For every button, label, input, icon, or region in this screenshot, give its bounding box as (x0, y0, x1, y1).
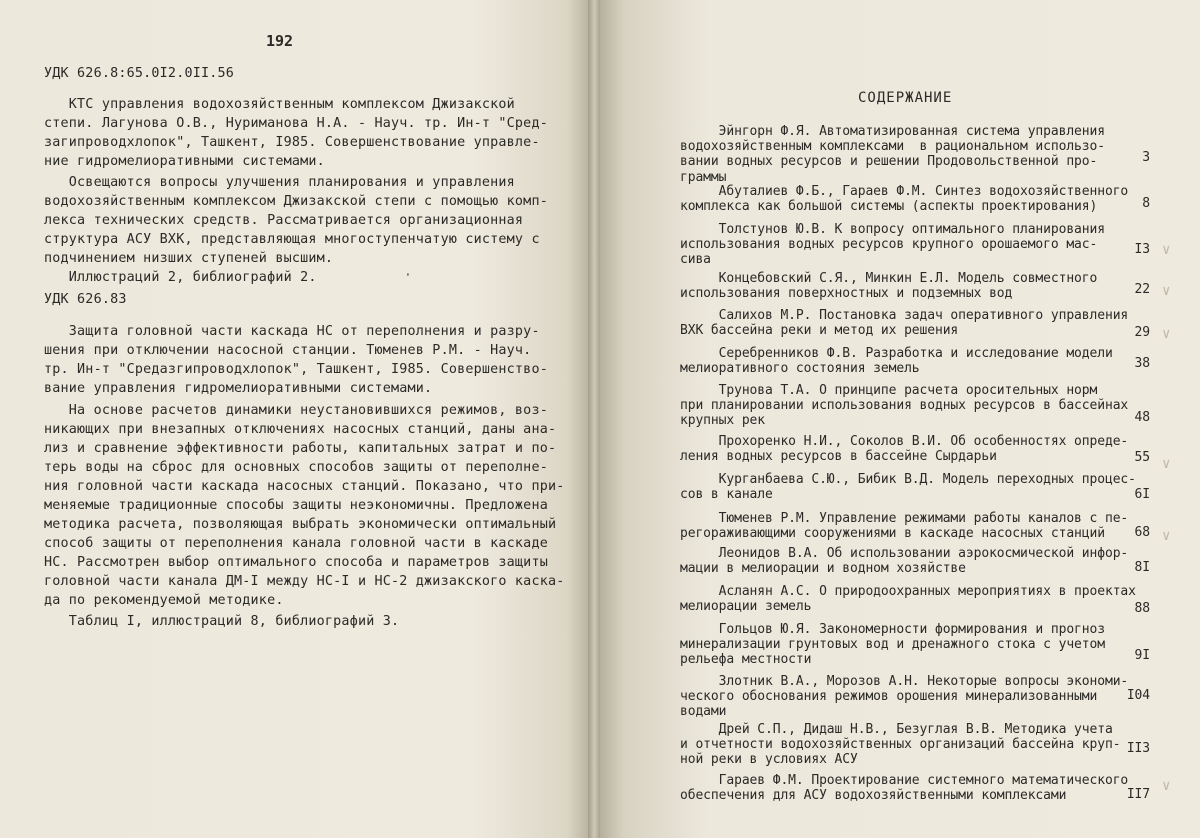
abstract-2-line: да по рекомендуемой методике. (44, 593, 284, 608)
toc-entry-text: Трунова Т.А. О принципе расчета оросительных норм (680, 383, 1098, 398)
abstract-1-line: Освещаются вопросы улучшения планирования и управления (44, 175, 515, 190)
abstract-2-line: тр. Ин-т "Средазгипроводхлопок", Ташкент, I985. Совершенство- (44, 362, 548, 377)
toc-page-number: 3 (1142, 150, 1150, 165)
toc-entry-text: мелиоративного состояния земель (680, 361, 920, 377)
toc-page-number: 9I (1134, 648, 1150, 663)
toc-entry-text: Злотник В.А., Морозов А.Н. Некоторые вопросы экономи- (680, 674, 1129, 689)
abstract-2-line: способ защиты от переполнения канала головной части в каскаде (44, 536, 548, 551)
toc-entry-text: водохозяйственным комплексами в рациональном использо- (680, 139, 1105, 155)
toc-entry-text: ной реки в условиях АСУ (680, 752, 858, 768)
toc-entry-text: Тюменев Р.М. Управление режимами работы каналов с пе- (680, 511, 1129, 526)
toc-entry-text: Леонидов В.А. Об использовании аэрокосмической инфор- (680, 546, 1129, 561)
toc-page-number: 55 (1134, 450, 1150, 465)
abstract-2-line: НС. Рассмотрен выбор оптимального способа и параметров защиты (44, 555, 548, 570)
toc-entry-text: Прохоренко Н.И., Соколов В.И. Об особенностях опреде- (680, 434, 1129, 449)
toc-entry-text: регораживающими сооружениями в каскаде насосных станций (680, 526, 1105, 542)
pencil-check-icon: ∨ (1162, 283, 1171, 299)
toc-entry (680, 622, 1150, 668)
abstract-2-line: На основе расчетов динамики неустановившихся режимов, воз- (44, 403, 548, 418)
toc-entry-text: сива (680, 252, 711, 268)
toc-page-number: 29 (1134, 325, 1150, 340)
toc-page-number: 8I (1134, 560, 1150, 575)
toc-entry-text: и отчетности водохозяйственных организаций бассейна круп- (680, 737, 1121, 753)
toc-entry-text: рельефа местности (680, 652, 812, 668)
pencil-check-icon: ∨ (1162, 528, 1171, 544)
abstract-1-line: подчинением низших ступеней высшим. (44, 251, 334, 266)
toc-page-number: 8 (1142, 196, 1150, 211)
toc-page-number: I3 (1134, 242, 1150, 257)
abstract-2-line: Защита головной части каскада НС от переполнения и разру- (44, 324, 540, 339)
toc-entry (680, 472, 1150, 502)
toc-entry-text: водами (680, 704, 727, 720)
toc-entry (680, 674, 1150, 720)
pencil-check-icon: ∨ (1162, 242, 1171, 258)
toc-entry-text: крупных рек (680, 413, 765, 429)
toc-entry (680, 434, 1150, 464)
abstract-2-line: лиз и сравнение эффективности работы, капитальных затрат и по- (44, 441, 557, 456)
abstract-1-line: водохозяйственным комплексом Джизакской степи с помощью комп- (44, 194, 548, 209)
toc-page-number: 38 (1134, 356, 1150, 371)
abstract-2-line: Таблиц I, иллюстраций 8, библиографий 3. (44, 614, 400, 629)
abstract-2-line: никающих при внезапных отключениях насосных станций, даны ана- (44, 422, 557, 437)
toc-entry (680, 222, 1150, 268)
toc-entry-text: Салихов М.Р. Постановка задач оперативного управления (680, 308, 1129, 323)
abstract-2-line: ния головной части каскада насосных станций. Показано, что при- (44, 479, 565, 494)
toc-entry (680, 511, 1150, 541)
toc-entry-text: граммы (680, 169, 727, 185)
toc-entry-text: Асланян А.С. О природоохранных мероприятиях в проектах (680, 584, 1136, 599)
abstract-1-line: лекса технических средств. Рассматривается организационная (44, 213, 524, 228)
toc-entry-text: при планировании использования водных ресурсов в бассейнах (680, 398, 1129, 414)
udk-code-2: УДК 626.83 (44, 292, 127, 307)
toc-page-number: 6I (1134, 487, 1150, 502)
abstract-1-line: ние гидромелиоративными системами. (44, 154, 325, 169)
toc-entry-text: Толстунов Ю.В. К вопросу оптимального планирования (680, 222, 1105, 237)
toc-entry (680, 308, 1150, 338)
toc-entry-text: мации в мелиорации и водном хозяйстве (680, 561, 966, 577)
toc-entry (680, 546, 1150, 576)
toc-entry-text: Абуталиев Ф.Б., Гараев Ф.М. Синтез водохозяйственного (680, 184, 1129, 199)
toc-entry (680, 383, 1150, 429)
pencil-check-icon: ∨ (1162, 778, 1171, 794)
abstract-2-line: вание управления гидромелиоративными системами. (44, 381, 433, 396)
toc-entry-text: Курганбаева С.Ю., Бибик В.Д. Модель переходных процес- (680, 472, 1136, 487)
abstract-2-line: методика расчета, позволяющая выбрать экономически оптимальный (44, 517, 557, 532)
toc-entry (680, 271, 1150, 301)
toc-entry-text: Гараев Ф.М. Проектирование системного математического (680, 773, 1129, 788)
right-page (600, 0, 1200, 838)
udk-code-1: УДК 626.8:65.0I2.0II.56 (44, 66, 235, 81)
abstract-1-line: загипроводхлопок", Ташкент, I985. Совершенствование управле- (44, 135, 540, 150)
toc-entry-text: Эйнгорн Ф.Я. Автоматизированная система управления (680, 124, 1105, 139)
toc-page-number: 22 (1134, 282, 1150, 297)
toc-entry-text: Гольцов Ю.Я. Закономерности формирования и прогноз (680, 622, 1105, 637)
toc-page-number: I04 (1126, 688, 1150, 703)
pencil-check-icon: ∨ (1162, 456, 1171, 472)
toc-entry-text: использования поверхностных и подземных вод (680, 286, 1013, 302)
toc-entry (680, 773, 1150, 803)
abstract-2-line: терь воды на сброс для основных способов защиты от переполне- (44, 460, 548, 475)
toc-entry-text: мелиорации земель (680, 599, 812, 615)
toc-entry-text: минерализации грунтовых вод и дренажного стока с учетом (680, 637, 1105, 653)
toc-entry (680, 124, 1150, 185)
left-page (0, 0, 590, 838)
pencil-check-icon: ∨ (1162, 326, 1171, 342)
toc-entry (680, 722, 1150, 768)
toc-entry-text: Серебренников Ф.В. Разработка и исследование модели (680, 346, 1113, 361)
abstract-1-line: структура АСУ ВХК, представляющая многоступенчатую систему с (44, 232, 540, 247)
toc-entry-text: ления водных ресурсов в бассейне Сырдарьи (680, 449, 997, 465)
toc-page-number: 68 (1134, 525, 1150, 540)
toc-entry (680, 184, 1150, 214)
toc-entry (680, 584, 1150, 614)
abstract-2-line: шения при отключении насосной станции. Тюменев Р.М. - Науч. (44, 343, 532, 358)
toc-entry-text: вании водных ресурсов и решении Продовольственной про- (680, 154, 1098, 170)
abstract-2-line: головной части канала ДМ-I между НС-I и НС-2 джизакского каска- (44, 574, 565, 589)
toc-entry-text: ВХК бассейна реки и метод их решения (680, 323, 959, 339)
toc-entry-text: обеспечения для АСУ водохозяйственными комплексами (680, 788, 1067, 804)
contents-title: СОДЕРЖАНИЕ (858, 90, 953, 106)
toc-page-number: 88 (1134, 601, 1150, 616)
toc-page-number: II3 (1126, 741, 1150, 756)
abstract-1-line: степи. Лагунова О.В., Нуриманова Н.А. - Науч. тр. Ин-т "Сред- (44, 116, 548, 131)
toc-entry-text: сов в канале (680, 487, 773, 503)
toc-page-number: 48 (1134, 410, 1150, 425)
abstract-1-line: Иллюстраций 2, библиографий 2. (44, 270, 317, 285)
ink-speck: · (404, 268, 412, 283)
toc-entry-text: Дрей С.П., Дидаш Н.В., Безуглая В.В. Методика учета (680, 722, 1113, 737)
toc-entry-text: комплекса как большой системы (аспекты проектирования) (680, 199, 1098, 215)
toc-entry-text: ческого обоснования режимов орошения минерализованными (680, 689, 1098, 705)
toc-entry-text: Концебовский С.Я., Минкин Е.Л. Модель совместного (680, 271, 1098, 286)
toc-page-number: II7 (1126, 787, 1150, 802)
page-number: 192 (266, 32, 294, 50)
toc-entry-text: использования водных ресурсов крупного орошаемого мас- (680, 237, 1098, 253)
toc-entry (680, 346, 1150, 376)
abstract-2-line: меняемые традиционные способы защиты неэкономичны. Предложена (44, 498, 548, 513)
abstract-1-line: КТС управления водохозяйственным комплексом Джизакской (44, 97, 515, 112)
